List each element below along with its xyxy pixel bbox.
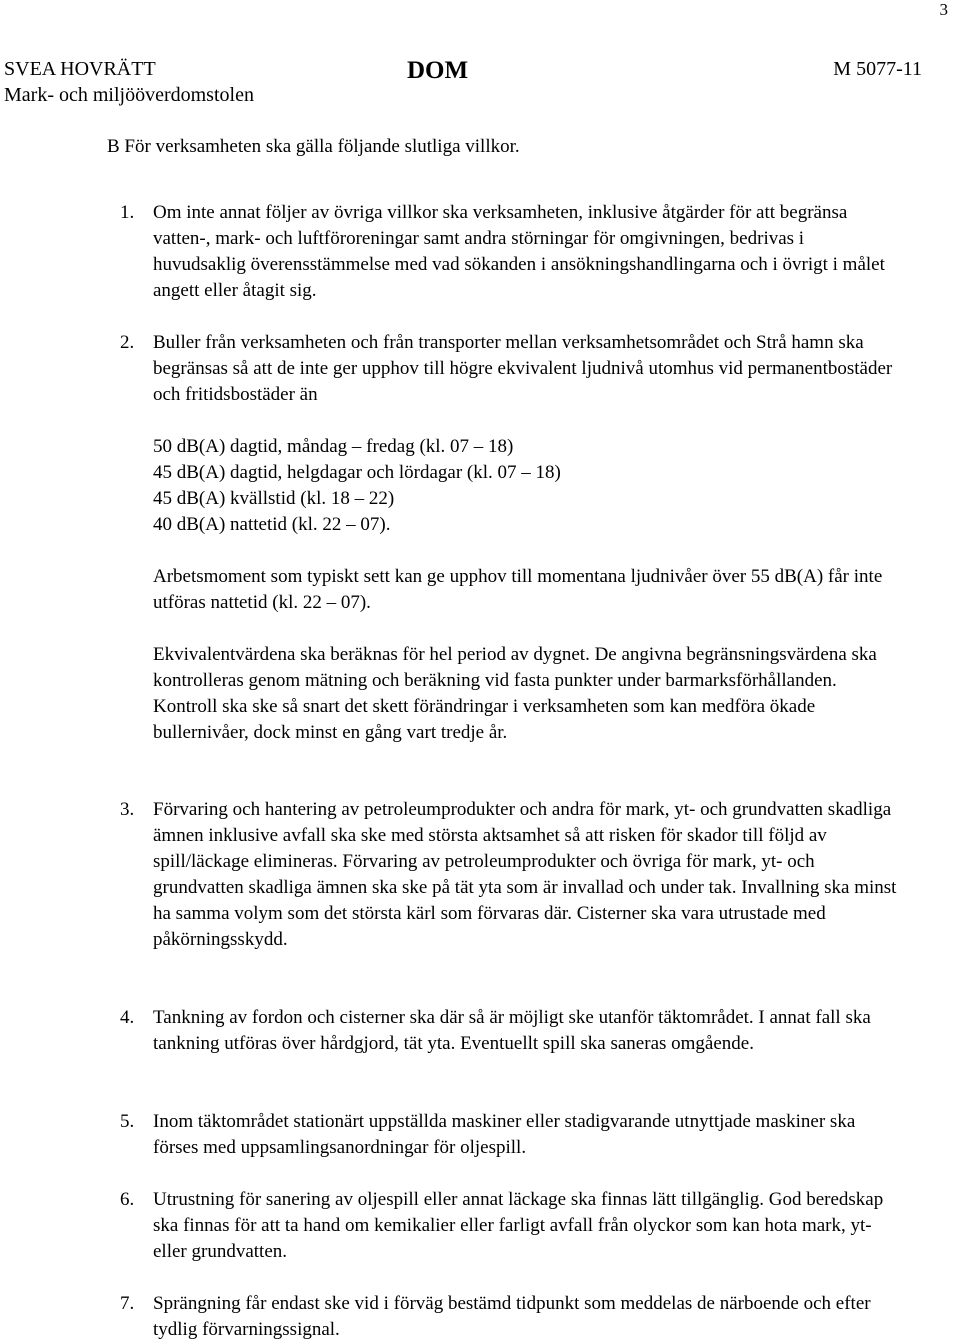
- condition-number: 3.: [120, 799, 135, 820]
- condition-number: 7.: [120, 1293, 135, 1314]
- condition-text: Sprängning får endast ske vid i förväg bestämd tidpunkt som meddelas de närboende och efter tydlig förvarningssignal.: [153, 1293, 871, 1340]
- condition-number: 6.: [120, 1189, 135, 1210]
- condition-number: 1.: [120, 202, 135, 223]
- condition-number: 2.: [120, 332, 135, 353]
- condition-text: Om inte annat följer av övriga villkor ska verksamheten, inklusive åtgärder för att begränsa vatten-, mark- och luftföroreningar samt andra störningar för omgivningen, bedrivas i huvudsaklig överensstämmelse med vad sökanden i ansökningshandlingarna och i övrigt i målet angett eller åtagit sig.: [153, 202, 885, 301]
- condition-text: Förvaring och hantering av petroleumprodukter och andra för mark, yt- och grundvatten skadliga ämnen inklusive avfall ska ske med största aktsamhet så att risken för skador till följd av spill/läckage elimineras. Förvaring av petroleumprodukter och övriga för mark, yt- och grundvatten skadliga ämnen ska ske på tät yta som är invallad och under tak. Invallning ska minst ha samma volym som det största kärl som förvaras där. Cisterner ska vara utrustade med påkörningsskydd.: [153, 799, 897, 950]
- court-name: [4, 56, 254, 108]
- condition-4: [120, 1005, 920, 1057]
- condition-paragraph: Ekvivalentvärdena ska beräknas för hel period av dygnet. De angivna begränsningsvärdena ska kontrolleras genom mätning och beräkning vid fasta punkter under barmarksförhållanden. Kontroll ska ske så snart det skett förändringar i verksamheten som kan medföra ökade bullernivåer, dock minst en gång vart tredje år.: [153, 644, 877, 743]
- condition-text: Utrustning för sanering av oljespill eller annat läckage ska finnas lätt tillgänglig. God beredskap ska finnas för att ta hand om kemikalier eller farligt avfall från olyckor som kan hota mark, yt- eller grundvatten.: [153, 1189, 884, 1262]
- condition-paragraph: Arbetsmoment som typiskt sett kan ge upphov till momentana ljudnivåer över 55 dB(A) får inte utföras nattetid (kl. 22 – 07).: [153, 566, 883, 613]
- condition-7: [120, 1291, 920, 1343]
- condition-text: Inom täktområdet stationärt uppställda maskiner eller stadigvarande utnyttjade maskiner ska förses med uppsamlingsanordningar för oljespill.: [153, 1111, 856, 1158]
- noise-limits-list: [153, 434, 898, 538]
- court-name-line1: SVEA HOVRÄTT: [4, 58, 156, 80]
- noise-limit: 45 dB(A) dagtid, helgdagar och lördagar (kl. 07 – 18): [153, 462, 561, 483]
- condition-5: [120, 1109, 920, 1161]
- condition-3: [120, 797, 920, 953]
- condition-number: 5.: [120, 1111, 135, 1132]
- condition-text: Tankning av fordon och cisterner ska där så är möjligt ske utanför täktområdet. I annat fall ska tankning utföras över hårdgjord, tät yta. Eventuellt spill ska saneras omgående.: [153, 1007, 871, 1054]
- condition-2: [120, 330, 920, 746]
- noise-limit: 40 dB(A) nattetid (kl. 22 – 07).: [153, 514, 391, 535]
- condition-1: [120, 200, 920, 304]
- condition-6: [120, 1187, 920, 1265]
- page-number: 3: [939, 0, 948, 19]
- case-number: M 5077-11: [833, 58, 922, 80]
- condition-intro: Buller från verksamheten och från transporter mellan verksamhetsområdet och Strå hamn ska begränsas så att de inte ger upphov till högre ekvivalent ljudnivå utomhus vid permanentbostäder och fritidsbostäder än: [153, 332, 893, 405]
- section-title: B För verksamheten ska gälla följande slutliga villkor.: [107, 136, 520, 157]
- noise-limit: 45 dB(A) kvällstid (kl. 18 – 22): [153, 488, 395, 509]
- court-name-line2: Mark- och miljööverdomstolen: [4, 84, 254, 106]
- condition-number: 4.: [120, 1007, 135, 1028]
- noise-limit: 50 dB(A) dagtid, måndag – fredag (kl. 07 – 18): [153, 436, 514, 457]
- document-type: DOM: [407, 57, 469, 84]
